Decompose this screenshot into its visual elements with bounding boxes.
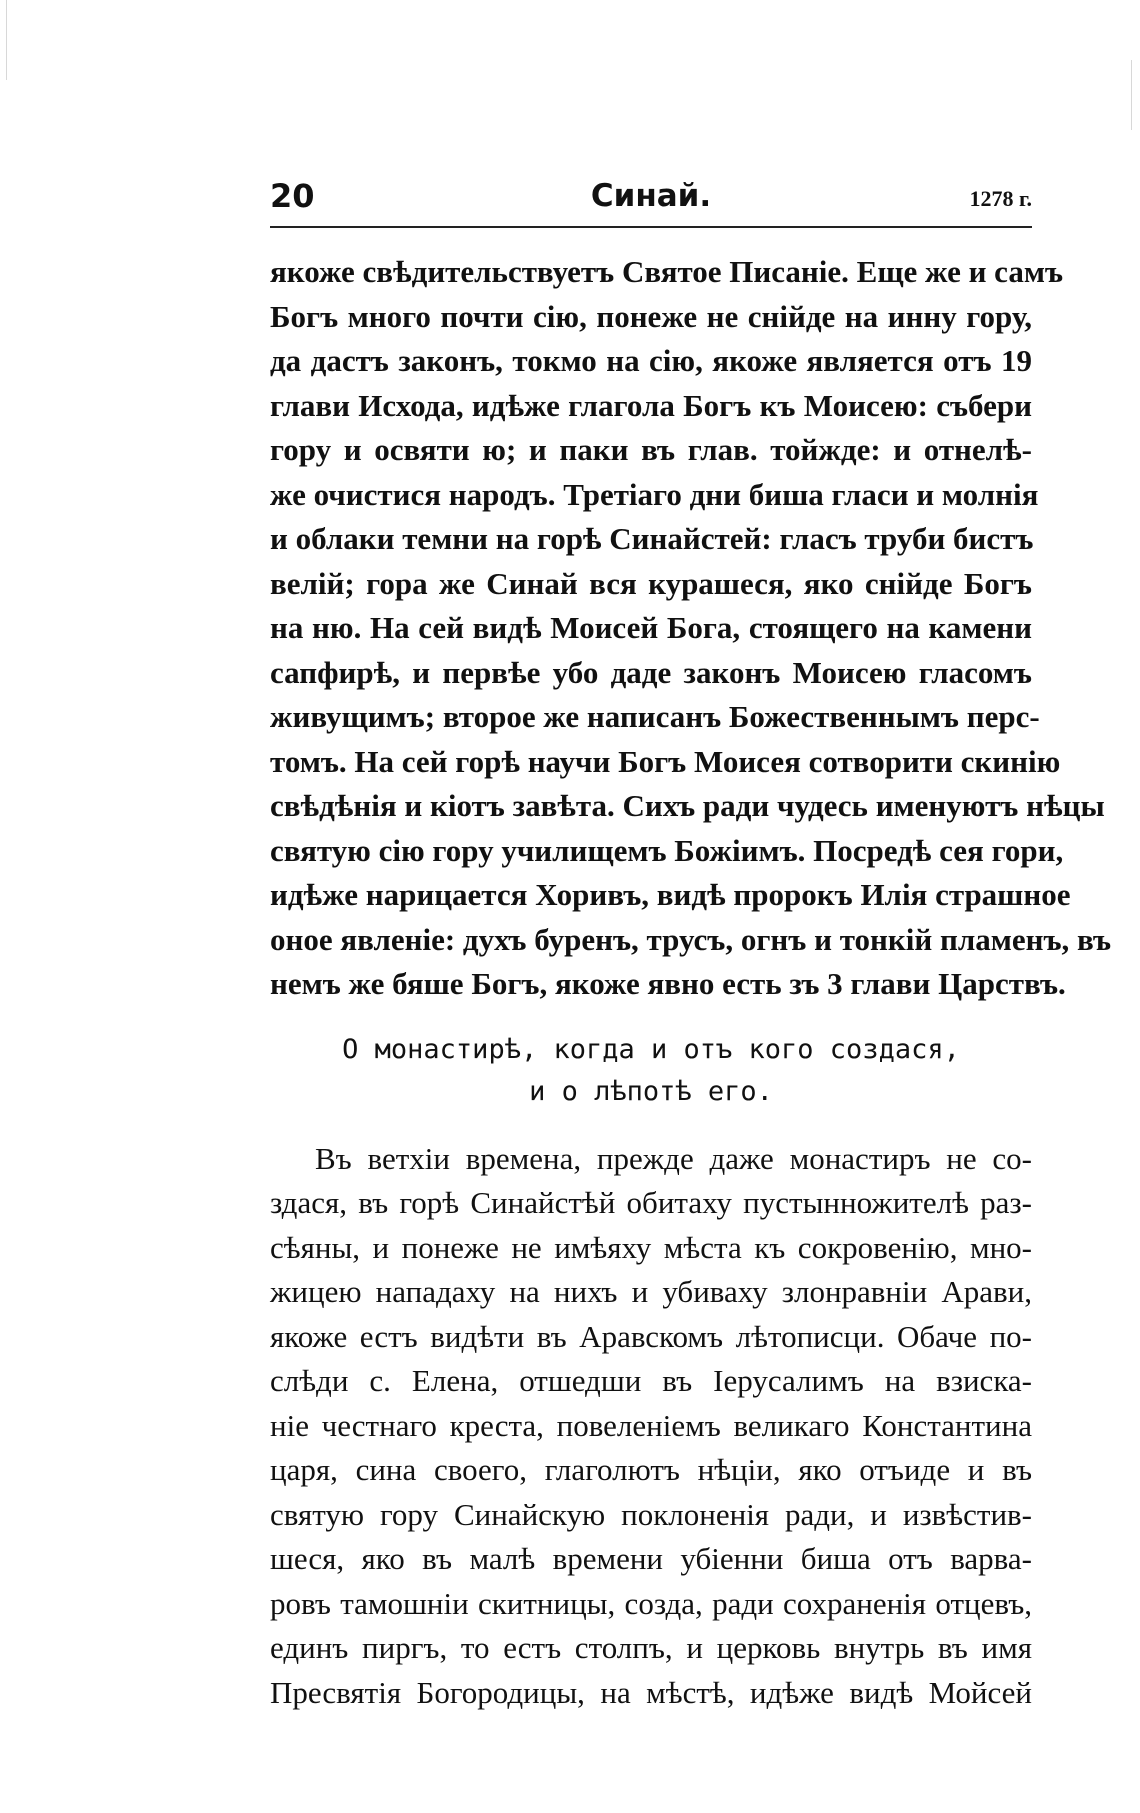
text-line: живущимъ; второе же написанъ Божественнымъ перс- — [270, 699, 1040, 734]
header-rule — [270, 226, 1032, 228]
text-line: глави Исхода, идѣже глагола Богъ къ Моисею: събери — [270, 387, 1032, 423]
text-line: ніе честнаго креста, повеленіемъ великаго Константина — [270, 1407, 1032, 1443]
text-line: сапфирѣ, и первѣе убо даде законъ Моисею гласомъ — [270, 654, 1032, 690]
text-line: гору и освяти ю; и паки въ глав. тойжде: и отнелѣ- — [270, 432, 1032, 467]
scan-margin-line-left — [6, 0, 7, 80]
text-line: якоже свѣдительствуетъ Святое Писаніе. Еще же и самъ — [270, 254, 1064, 289]
subheading-line: О монастирѣ, когда и отъ кого создася, — [342, 1033, 960, 1065]
text-line: слѣди с. Елена, отшедши въ Іерусалимъ на взиска- — [270, 1363, 1032, 1398]
text-line: томъ. На сей горѣ научи Богъ Моисея сотворити скинію — [270, 743, 1061, 779]
text-line: велій; гора же Синай вся курашеся, яко снійде Богъ — [270, 565, 1032, 601]
text-line: идѣже нарицается Хоривъ, видѣ пророкъ Илія страшное — [270, 877, 1071, 912]
text-line: немъ же бяше Богъ, якоже явно есть зъ 3 глави Царствъ. — [270, 966, 1066, 1001]
text-line: же очистися народъ. Третіаго дни биша гласи и молнія — [270, 476, 1039, 512]
text-line: Пресвятія Богородицы, на мѣстѣ, идѣже видѣ Мойсей — [270, 1674, 1032, 1710]
text-line: святую сію гору училищемъ Божіимъ. Посредѣ сея гори, — [270, 832, 1064, 868]
text-line: оное явленіе: духъ буренъ, трусъ, огнъ и тонкій пламенъ, въ — [270, 921, 1112, 957]
text-line: да дастъ законъ, токмо на сію, якоже является отъ 19 — [270, 343, 1032, 378]
text-line: святую гору Синайскую поклоненія ради, и извѣстив- — [270, 1496, 1032, 1532]
text-line: жицею нападаху на нихъ и убиваху злонравніи Арави, — [270, 1274, 1032, 1309]
text-line: и облаки темни на горѣ Синайстей: гласъ труби бистъ — [270, 521, 1034, 556]
text-line: ровъ тамошніи скитницы, созда, ради сохраненія отцевъ, — [270, 1585, 1032, 1621]
text-line: якоже естъ видѣти въ Аравскомъ лѣтописци. Обаче по- — [270, 1318, 1032, 1354]
paragraph-1 — [270, 250, 1112, 1007]
running-title: Синай. — [590, 178, 712, 214]
text-line: сѣяны, и понеже не имѣяху мѣста къ сокровенію, мно- — [270, 1229, 1032, 1265]
text-line: Въ ветхіи времена, прежде даже монастиръ не со- — [315, 1140, 1032, 1176]
text-line: царя, сина своего, глаголютъ нѣціи, яко отъиде и въ — [270, 1452, 1032, 1487]
running-year: 1278 г. — [969, 186, 1032, 211]
text-line: на ню. На сей видѣ Моисей Бога, стоящего на камени — [270, 610, 1032, 645]
section-subheading — [270, 1029, 1032, 1113]
subheading-line: и о лѣпотѣ его. — [529, 1075, 773, 1107]
page-number: 20 — [270, 177, 315, 215]
scan-margin-line-right — [1131, 60, 1132, 130]
running-head — [270, 176, 1032, 222]
text-line: здася, въ горѣ Синайстѣй обитаху пустынножителѣ раз- — [270, 1185, 1032, 1220]
text-line: Богъ много почти сію, понеже не снійде на инну гору, — [270, 298, 1032, 334]
book-page — [270, 176, 1112, 1715]
text-line: свѣдѣнія и кіотъ завѣта. Сихъ ради чудесь именуютъ нѣцы — [270, 788, 1105, 823]
paragraph-2 — [270, 1137, 1032, 1716]
text-line: единъ пиргъ, то естъ столпъ, и церковь внутрь въ имя — [270, 1630, 1032, 1665]
text-line: шеся, яко въ малѣ времени убіенни биша отъ варва- — [270, 1541, 1032, 1576]
